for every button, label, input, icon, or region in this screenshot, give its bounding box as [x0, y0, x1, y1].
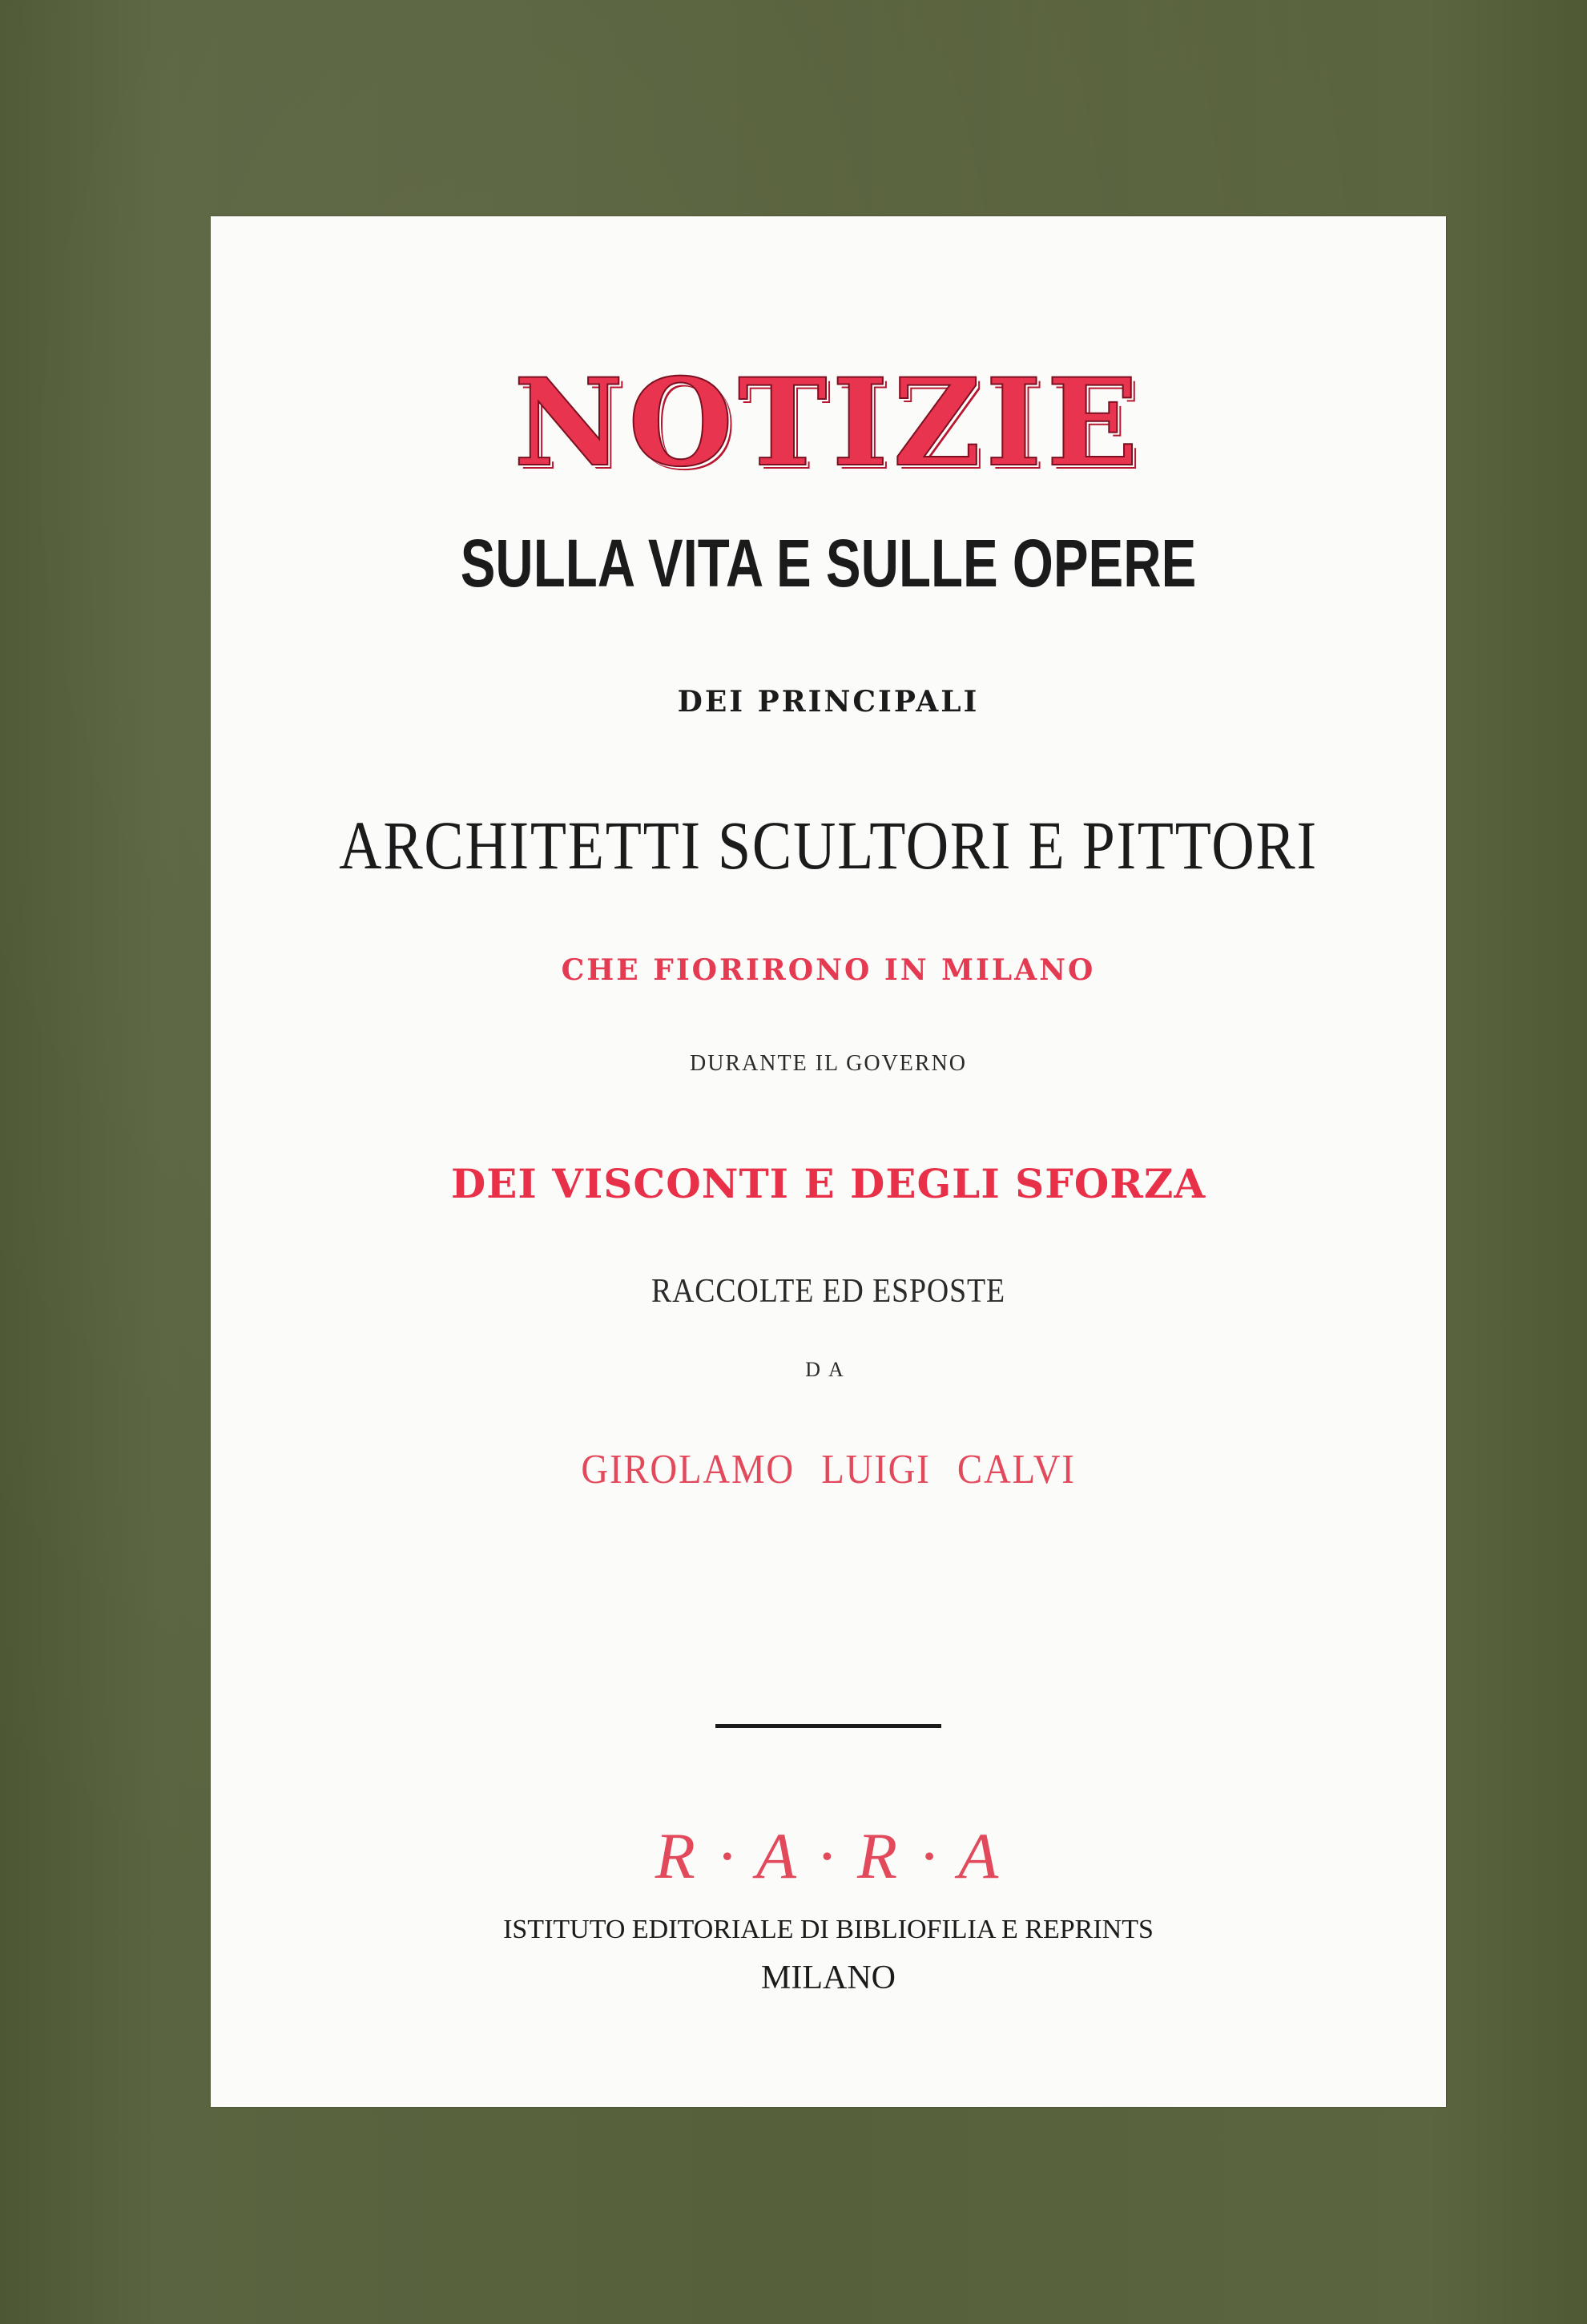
publisher-city: MILANO	[761, 1959, 896, 1996]
subtitle-line-6: DEI VISCONTI E DEGLI SFORZA	[450, 1160, 1206, 1207]
title-label	[211, 216, 1446, 2107]
imprint-mark: R · A · R · A	[655, 1819, 1002, 1892]
subtitle-line-4: CHE FIORIRONO IN MILANO	[561, 953, 1096, 987]
author-name: GIROLAMO LUIGI CALVI	[581, 1447, 1076, 1492]
subtitle-line-8: DA	[805, 1358, 852, 1381]
subtitle-line-5: DURANTE IL GOVERNO	[689, 1051, 968, 1076]
subtitle-line-1: SULLA VITA E SULLE OPERE	[460, 526, 1197, 601]
subtitle-line-2: DEI PRINCIPALI	[677, 685, 980, 719]
subtitle-line-7: RACCOLTE ED ESPOSTE	[651, 1273, 1006, 1310]
publisher-name: ISTITUTO EDITORIALE DI BIBLIOFILIA E REPRINTS	[503, 1915, 1154, 1944]
book-title: NOTIZIE	[514, 352, 1143, 493]
subtitle-line-3: ARCHITETTI SCULTORI E PITTORI	[339, 807, 1318, 884]
divider-rule	[715, 1724, 941, 1728]
